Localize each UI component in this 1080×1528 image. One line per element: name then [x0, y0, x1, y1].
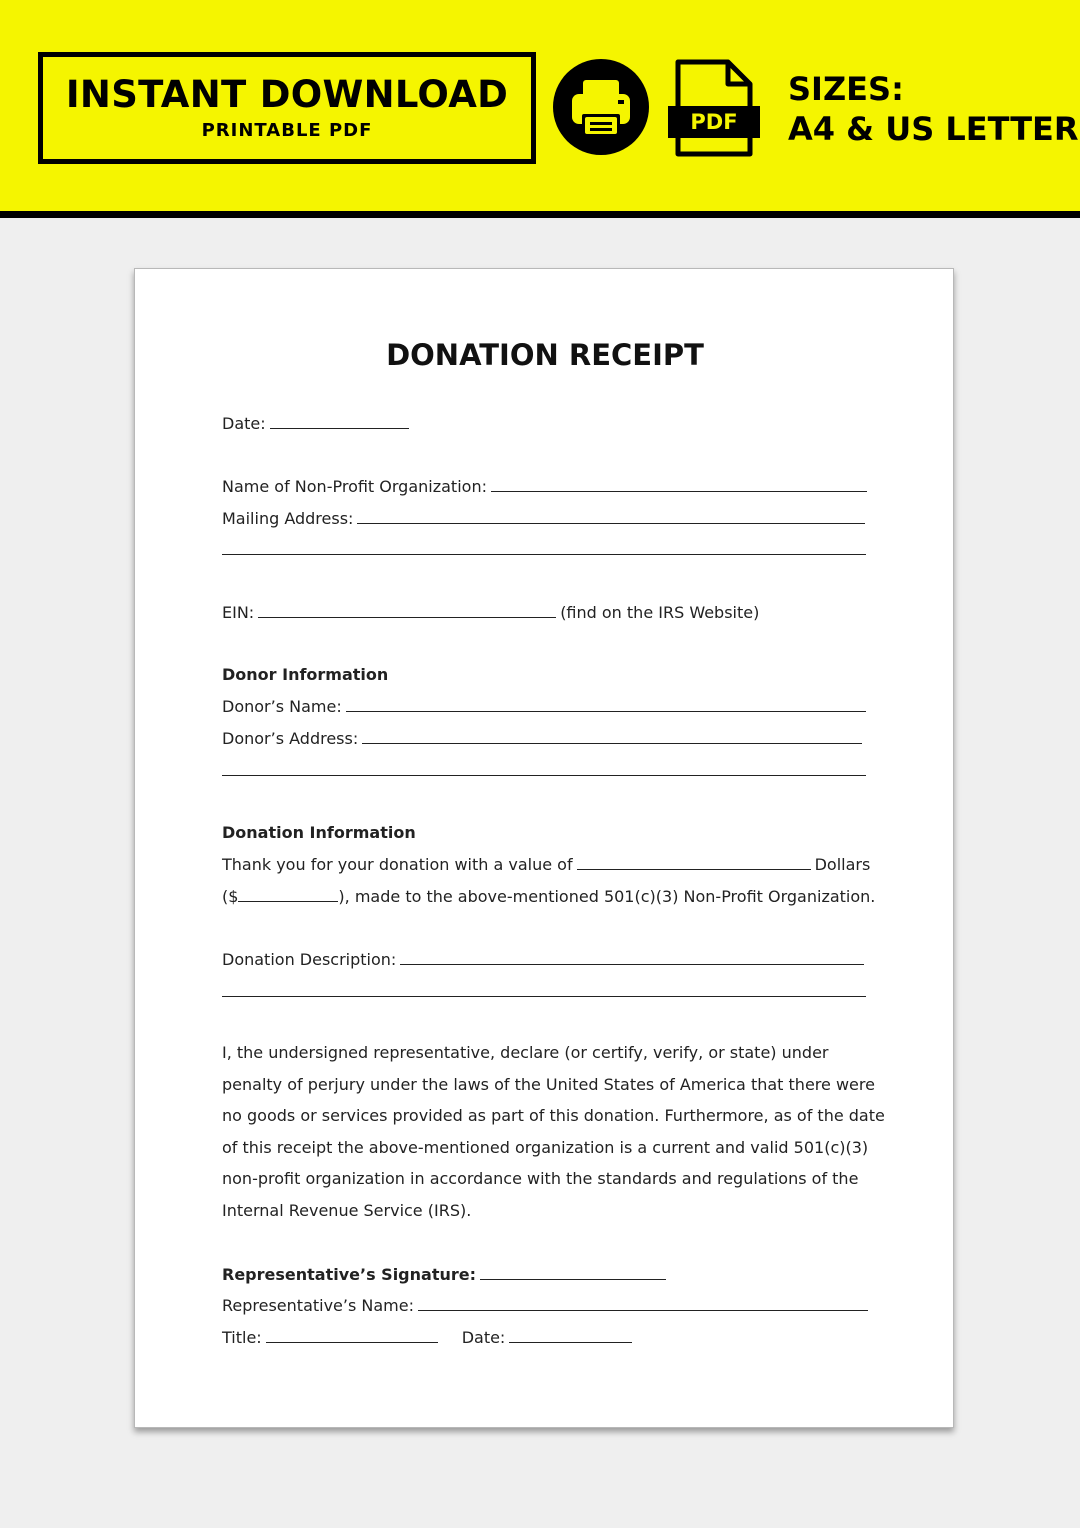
rep-signature-field[interactable] — [480, 1263, 666, 1280]
ein-field[interactable] — [258, 601, 556, 618]
rep-name-row — [222, 1294, 872, 1316]
donation-info-heading: Donation Information — [222, 823, 416, 842]
date-field[interactable] — [270, 412, 409, 429]
pdf-label: PDF — [690, 110, 738, 134]
declaration-line: I, the undersigned representative, declare (or certify, verify, or state) under — [222, 1043, 829, 1062]
document-title: DONATION RECEIPT — [386, 338, 704, 372]
thanks-suffix: Dollars — [814, 855, 871, 874]
amount-prefix: ($ — [222, 887, 239, 906]
rep-signature-row — [222, 1263, 670, 1285]
donation-value-row — [222, 853, 870, 875]
ein-row — [222, 601, 759, 623]
banner-subtitle: PRINTABLE PDF — [201, 120, 373, 141]
document-page — [134, 268, 954, 1428]
donor-address-row — [222, 727, 866, 749]
rep-signature-label: Representative’s Signature: — [222, 1265, 476, 1284]
date-label: Date: — [222, 414, 266, 433]
declaration-line: of this receipt the above-mentioned organization is a current and valid 501(c)(3) — [222, 1138, 869, 1157]
title-field[interactable] — [266, 1326, 438, 1343]
top-banner — [0, 0, 1080, 218]
sizes-label: SIZES: — [788, 70, 904, 108]
amount-suffix: ), made to the above-mentioned 501(c)(3) Non-Profit Organization. — [338, 887, 876, 906]
donor-info-heading: Donor Information — [222, 665, 389, 684]
donor-name-row — [222, 695, 870, 717]
thanks-prefix: Thank you for your donation with a value of — [222, 855, 573, 874]
donation-description-label: Donation Description: — [222, 950, 397, 969]
sign-date-field[interactable] — [509, 1326, 632, 1343]
mailing-address-field[interactable] — [357, 507, 865, 524]
instant-download-badge — [38, 52, 536, 164]
donor-name-label: Donor’s Name: — [222, 697, 342, 716]
mailing-address-label: Mailing Address: — [222, 509, 354, 528]
donation-description-row — [222, 948, 868, 970]
donation-description-field-line-2[interactable] — [222, 996, 866, 997]
rep-name-field[interactable] — [418, 1294, 868, 1311]
declaration-line: non-profit organization in accordance with the standards and regulations of the — [222, 1169, 859, 1188]
title-label: Title: — [222, 1328, 262, 1347]
declaration-line: penalty of perjury under the laws of the United States of America that there were — [222, 1075, 875, 1094]
ein-note: (find on the IRS Website) — [560, 603, 760, 622]
donation-description-field[interactable] — [400, 948, 864, 965]
declaration-line: Internal Revenue Service (IRS). — [222, 1201, 472, 1220]
donation-amount-row — [222, 885, 875, 907]
mailing-address-field-line-2[interactable] — [222, 554, 866, 555]
org-name-field[interactable] — [491, 475, 867, 492]
mailing-address-row — [222, 507, 869, 529]
donation-amount-field[interactable] — [238, 885, 338, 902]
banner-title: INSTANT DOWNLOAD — [65, 73, 509, 116]
donor-name-field[interactable] — [346, 695, 866, 712]
sizes-value: A4 & US LETTER — [788, 110, 1079, 148]
title-date-row — [222, 1326, 636, 1348]
date-row — [222, 412, 413, 434]
donation-value-words-field[interactable] — [577, 853, 811, 870]
org-name-row — [222, 475, 871, 497]
donor-address-field[interactable] — [362, 727, 862, 744]
rep-name-label: Representative’s Name: — [222, 1296, 414, 1315]
sign-date-label: Date: — [461, 1328, 506, 1347]
declaration-line: no goods or services provided as part of this donation. Furthermore, as of the date — [222, 1106, 885, 1125]
donor-address-label: Donor’s Address: — [222, 729, 359, 748]
ein-label: EIN: — [222, 603, 255, 622]
sizes-info — [788, 70, 1079, 148]
org-name-label: Name of Non-Profit Organization: — [222, 477, 487, 496]
donor-address-field-line-2[interactable] — [222, 775, 866, 776]
printer-icon — [552, 58, 650, 156]
